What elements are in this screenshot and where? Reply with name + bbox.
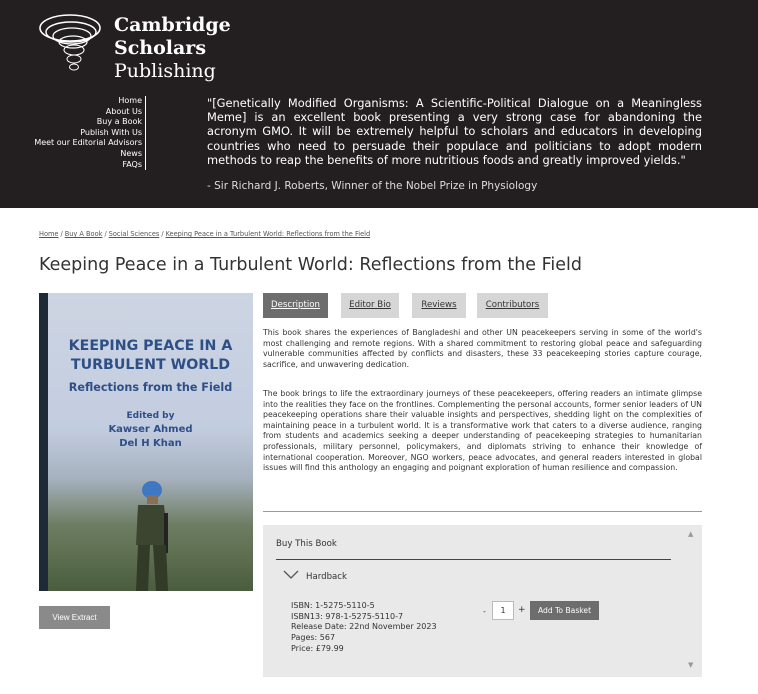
tab-description[interactable]: Description <box>263 293 328 318</box>
page-count: Pages: 567 <box>291 633 336 643</box>
main-nav <box>30 96 146 170</box>
buy-divider <box>276 559 671 560</box>
swirl-logo-icon <box>38 12 108 82</box>
cover-title-line-1: KEEPING PEACE IN A <box>68 338 233 354</box>
add-to-basket-button[interactable]: Add To Basket <box>530 601 599 620</box>
quantity-input[interactable]: 1 <box>492 601 514 620</box>
breadcrumb-buy-a-book[interactable]: Buy A Book <box>64 230 103 238</box>
format-hardback[interactable]: Hardback <box>306 572 347 582</box>
cover-edited-by: Edited by <box>126 411 175 421</box>
page-title: Keeping Peace in a Turbulent World: Reflections from the Field <box>39 255 583 275</box>
scroll-up-icon[interactable]: ▲ <box>688 530 694 538</box>
quantity-decrease-button[interactable]: - <box>483 607 486 616</box>
isbn13: ISBN13: 978-1-5275-5110-7 <box>291 611 404 621</box>
site-header <box>0 0 758 208</box>
peacekeeper-figure-icon <box>126 473 176 591</box>
description-paragraph-2: The book brings to life the extraordinary journeys of these peacekeepers, offering readers an intimate glimpse into the realities they face on the frontlines. Complementing the personal accounts, former senior leaders of UN peacekeeping operations share their valuable insights and perspectives, shedding light on the complexities of maintaining peace in a turbulent world. It is a transformative work that caters to a diverse audience, ranging from students and academics seeking a deeper understanding of peacekeeping strategies to humanitarian professionals, military personnel, policymakers, and diplomats striving to enhance their knowledge of international cooperation. Moreover, NGO workers, peace advocates, and general readers interested in global issues will find this anthology an engaging and poignant exploration of human resilience and compassion. <box>263 389 702 473</box>
breadcrumb-current[interactable]: Keeping Peace in a Turbulent World: Reflections from the Field <box>165 230 371 238</box>
logo-line-3: Publishing <box>114 60 216 82</box>
book-cover <box>39 293 253 591</box>
chevron-down-icon[interactable] <box>283 570 299 580</box>
cover-editor-2: Del H Khan <box>119 438 182 449</box>
isbn: ISBN: 1-5275-5110-5 <box>291 601 375 610</box>
logo-line-1: Cambridge <box>114 14 231 36</box>
cover-editors <box>48 410 253 451</box>
logo-line-2: Scholars <box>114 37 207 59</box>
nav-editorial-advisors[interactable]: Meet our Editorial Advisors <box>34 138 142 148</box>
cover-title <box>48 337 253 375</box>
nav-publish-with-us[interactable]: Publish With Us <box>80 127 142 137</box>
price: Price: £79.99 <box>291 643 344 653</box>
testimonial-quote: "[Genetically Modified Organisms: A Scientific-Political Dialogue on a Meaningless Meme] is an excellent book presenting a very strong case for abandoning the acronym GMO. It will be extremely helpful to scholars and educators in developing countries who need to persuade their populace and politicians to adopt modern methods to reap the benefits of more nutritious foods and greatly improved yields." <box>207 96 702 167</box>
book-details <box>291 601 437 655</box>
buy-panel <box>263 525 702 677</box>
cover-subtitle: Reflections from the Field <box>68 381 233 394</box>
divider <box>263 511 702 512</box>
nav-faqs[interactable]: FAQs <box>122 159 142 169</box>
scroll-down-icon[interactable]: ▼ <box>688 661 694 669</box>
breadcrumb: Home / Buy A Book / Social Sciences / Keeping Peace in a Turbulent World: Reflections from the Field <box>39 230 371 238</box>
view-extract-button[interactable]: View Extract <box>39 606 110 629</box>
buy-title: Buy This Book <box>276 539 337 549</box>
quantity-increase-button[interactable]: + <box>518 605 526 615</box>
tab-editor-bio[interactable]: Editor Bio <box>341 293 399 318</box>
description-paragraph-1: This book shares the experiences of Bangladeshi and other UN peacekeepers serving in some of the world's most challenging and remote regions. With a shared commitment to restoring global peace and safeguarding vulnerable communities affected by conflicts and disasters, these 33 peacekeeping stories capture courage, sacrifice, and unwavering dedication. <box>263 328 702 369</box>
testimonial-author: - Sir Richard J. Roberts, Winner of the Nobel Prize in Physiology <box>207 180 538 192</box>
nav-buy-a-book[interactable]: Buy a Book <box>96 117 142 127</box>
nav-news[interactable]: News <box>120 148 142 158</box>
tab-reviews[interactable]: Reviews <box>412 293 466 318</box>
tab-contributors[interactable]: Contributors <box>477 293 548 318</box>
cover-editor-1: Kawser Ahmed <box>108 424 193 435</box>
nav-about-us[interactable]: About Us <box>105 106 142 116</box>
cover-title-line-2: TURBULENT WORLD <box>70 357 231 373</box>
breadcrumb-social-sciences[interactable]: Social Sciences <box>108 230 160 238</box>
publisher-logo[interactable] <box>38 12 231 84</box>
nav-home[interactable]: Home <box>118 96 142 105</box>
breadcrumb-home[interactable]: Home <box>39 230 59 238</box>
release-date: Release Date: 22nd November 2023 <box>291 622 437 632</box>
